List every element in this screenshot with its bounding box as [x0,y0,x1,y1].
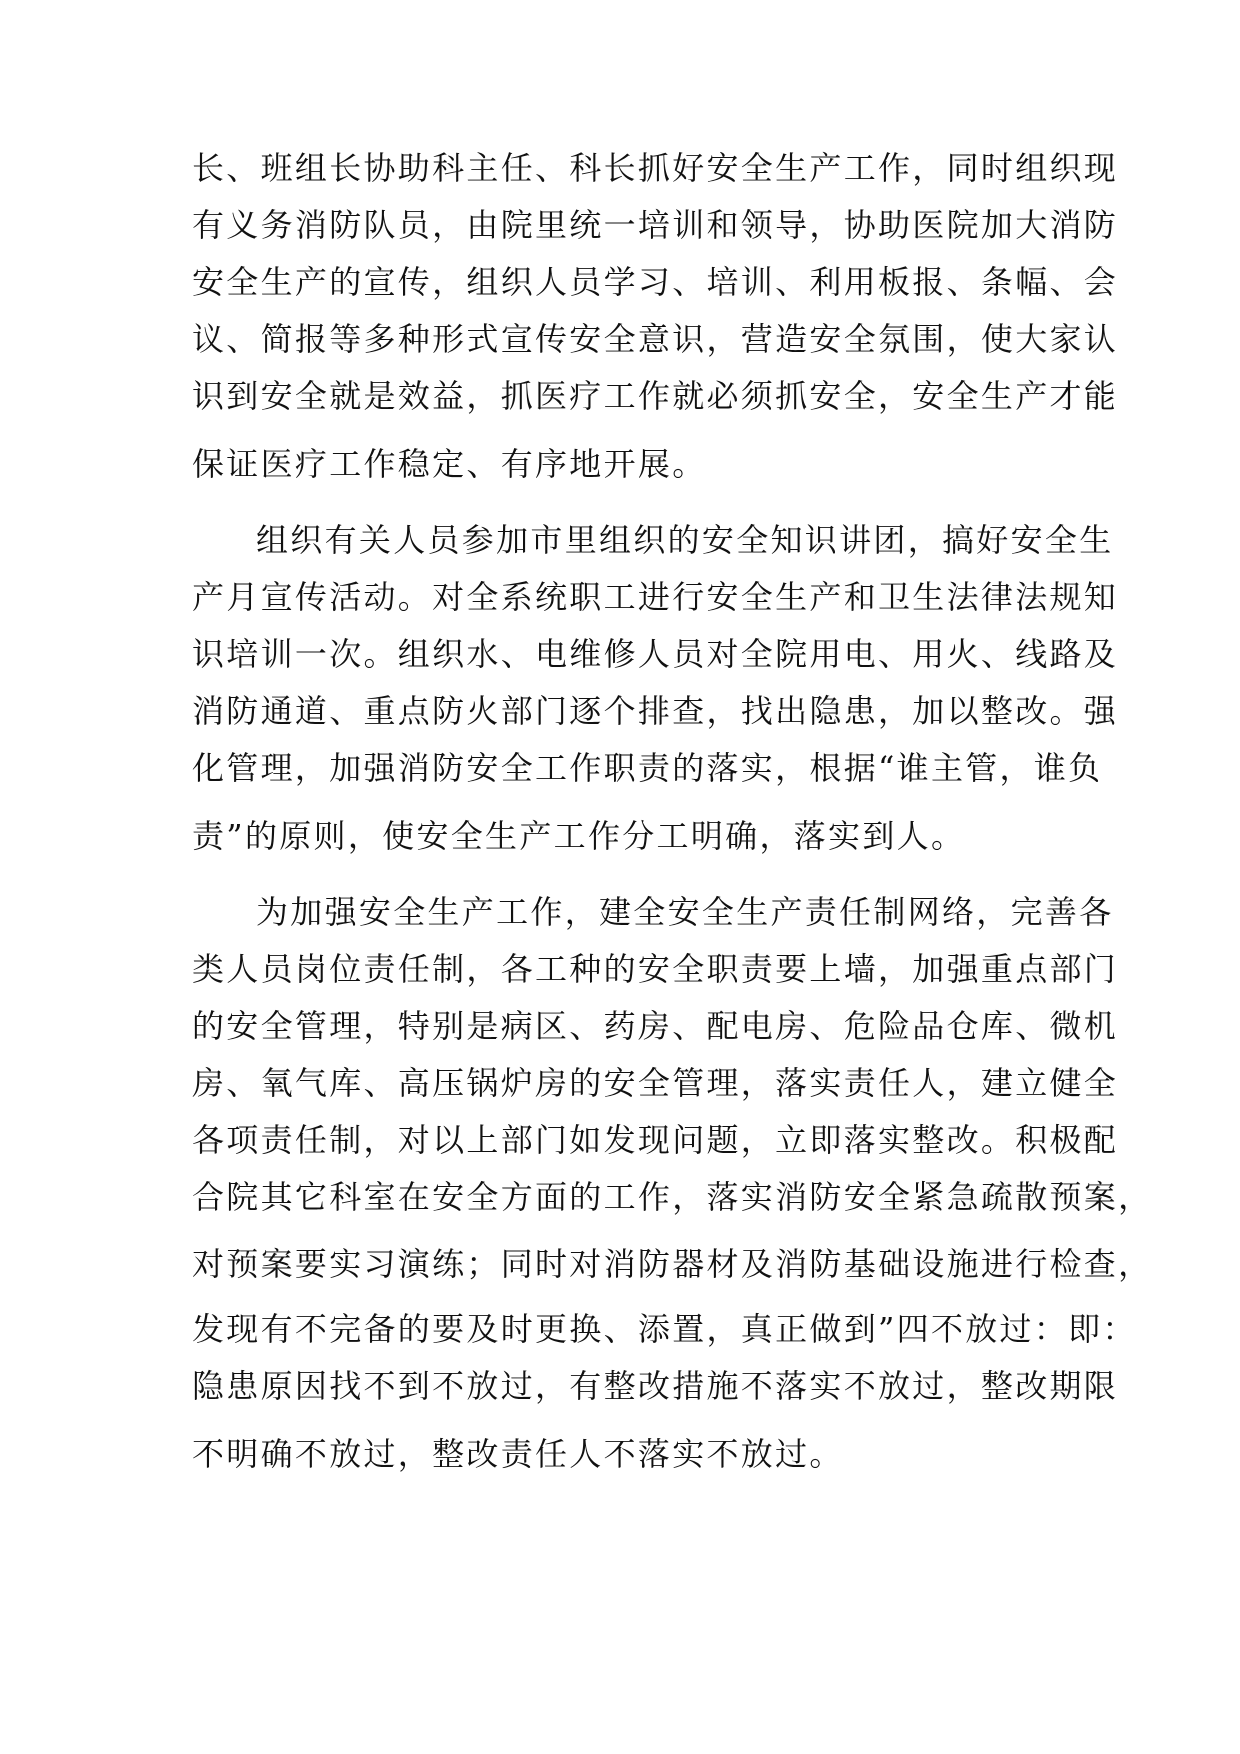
text-line: 化管理，加强消防安全工作职责的落实，根据“谁主管，谁负 [192,749,1103,787]
text-line: 发现有不完备的要及时更换、添置，真正做到”四不放过：即： [192,1310,1137,1348]
text-line: 保证医疗工作稳定、有序地开展。 [192,445,707,483]
text-line: 类人员岗位责任制，各工种的安全职责要上墙，加强重点部门 [192,950,1119,988]
text-line: 的安全管理，特别是病区、药房、配电房、危险品仓库、微机 [192,1007,1119,1045]
text-line: 不明确不放过，整改责任人不落实不放过。 [192,1435,844,1473]
text-line: 对预案要实习演练；同时对消防器材及消防基础设施进行检查， [192,1245,1153,1283]
text-line: 责”的原则，使安全生产工作分工明确，落实到人。 [192,817,966,855]
text-line: 识到安全就是效益，抓医疗工作就必须抓安全，安全生产才能 [192,377,1119,415]
text-line: 议、简报等多种形式宣传安全意识，营造安全氛围，使大家认 [192,320,1119,358]
text-line: 识培训一次。组织水、电维修人员对全院用电、用火、线路及 [192,635,1119,673]
text-line: 隐患原因找不到不放过，有整改措施不落实不放过，整改期限 [192,1367,1119,1405]
text-line: 安全生产的宣传，组织人员学习、培训、利用板报、条幅、会 [192,263,1119,301]
text-line: 有义务消防队员，由院里统一培训和领导，协助医院加大消防 [192,206,1119,244]
text-line: 产月宣传活动。对全系统职工进行安全生产和卫生法律法规知 [192,578,1119,616]
text-line: 房、氧气库、高压锅炉房的安全管理，落实责任人，建立健全 [192,1064,1119,1102]
paragraph-start-line: 组织有关人员参加市里组织的安全知识讲团，搞好安全生 [256,521,1114,559]
text-line: 各项责任制，对以上部门如发现问题，立即落实整改。积极配 [192,1121,1119,1159]
text-line: 长、班组长协助科主任、科长抓好安全生产工作，同时组织现 [192,149,1119,187]
text-line: 消防通道、重点防火部门逐个排查，找出隐患，加以整改。强 [192,692,1119,730]
text-line: 合院其它科室在安全方面的工作，落实消防安全紧急疏散预案， [192,1178,1153,1216]
paragraph-start-line: 为加强安全生产工作，建全安全生产责任制网络，完善各 [256,893,1114,931]
